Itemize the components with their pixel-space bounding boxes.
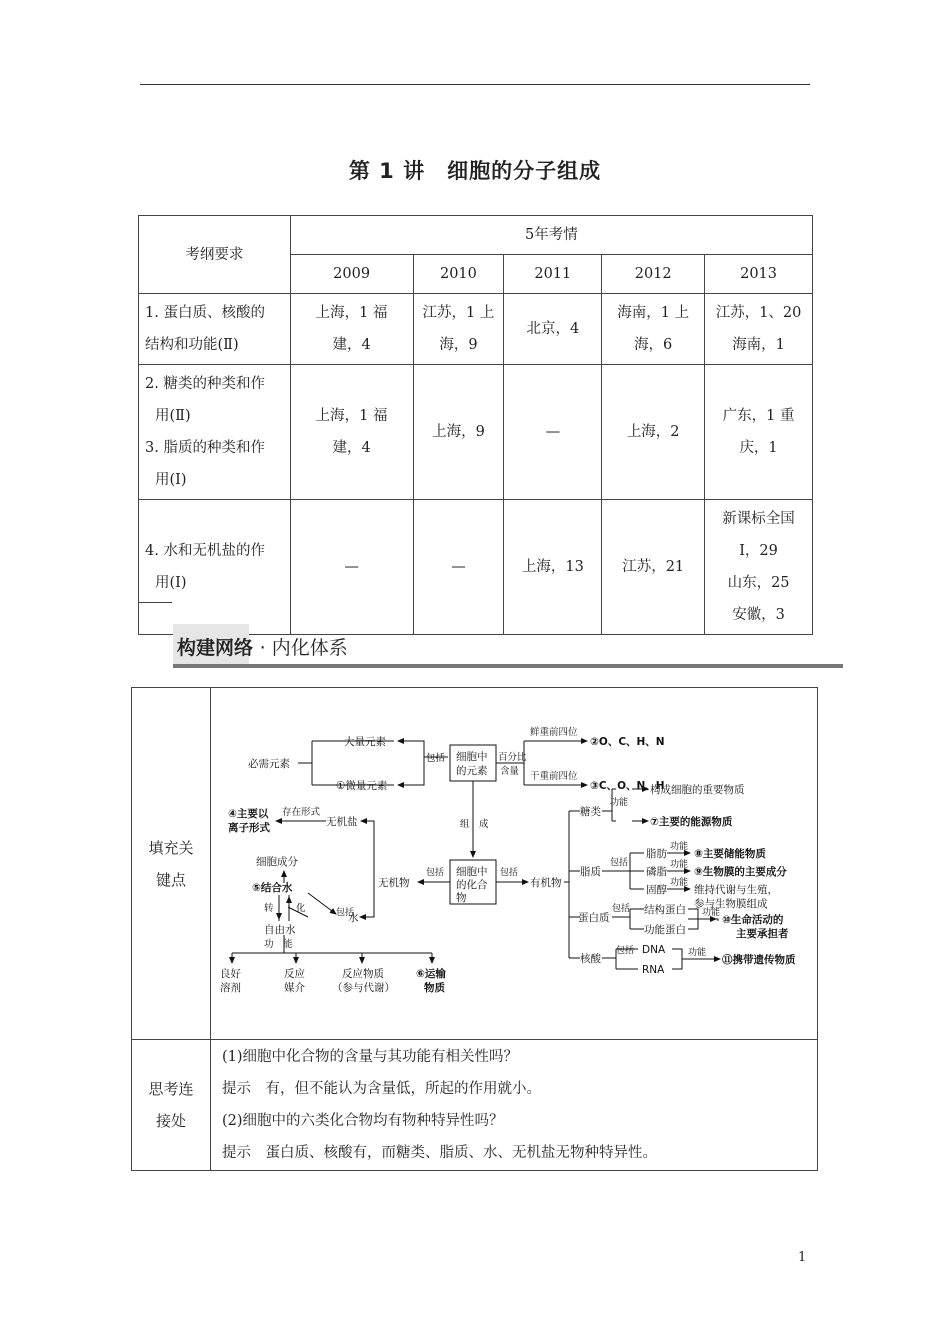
requirement-cell: 1. 蛋白质、核酸的 结构和功能(Ⅱ) bbox=[139, 294, 291, 365]
rna-label: RNA bbox=[642, 964, 665, 976]
exam-cell: — bbox=[290, 500, 413, 635]
svg-text:（参与代谢）: （参与代谢） bbox=[332, 982, 395, 994]
function-label: 功 能 bbox=[264, 939, 293, 950]
table-row bbox=[139, 294, 813, 365]
sugar-function-1: 构成细胞的重要物质 bbox=[650, 784, 745, 796]
exam-cell: 北京，4 bbox=[504, 294, 602, 365]
header-rule bbox=[140, 84, 810, 85]
macro-elements: 大量元素 bbox=[344, 736, 386, 748]
micro-elements: ①微量元素 bbox=[336, 780, 388, 792]
svg-text:功能: 功能 bbox=[670, 842, 689, 852]
exam-cell: 上海，1 福 建，4 bbox=[290, 294, 413, 365]
water-function-solvent: 良好 bbox=[220, 968, 241, 980]
essential-elements: 必需元素 bbox=[248, 758, 290, 770]
svg-text:的元素: 的元素 bbox=[456, 765, 488, 777]
inorganic-label: 无机物 bbox=[378, 877, 410, 889]
exam-cell: 江苏，21 bbox=[602, 500, 705, 635]
year-cell: 2009 bbox=[290, 255, 413, 294]
fresh-answer: ②O、C、H、N bbox=[590, 736, 665, 748]
section-header bbox=[173, 624, 843, 668]
table-header-row bbox=[139, 216, 813, 255]
svg-text:离子形式: 离子形式 bbox=[228, 822, 270, 834]
svg-text:包括: 包括 bbox=[336, 908, 355, 918]
nucleic-function: ⑪携带遗传物质 bbox=[722, 954, 796, 966]
table-foot-rule bbox=[138, 602, 172, 603]
compose-label: 组 成 bbox=[460, 819, 489, 830]
svg-text:主要承担者: 主要承担者 bbox=[736, 928, 789, 940]
sugar-label: 糖类 bbox=[580, 806, 601, 818]
think-label: 思考连 接处 bbox=[132, 1040, 211, 1171]
table-row bbox=[139, 365, 813, 500]
fat-function: ⑧主要储能物质 bbox=[694, 848, 766, 860]
svg-text:包括: 包括 bbox=[616, 946, 635, 956]
percent-label: 百分比 bbox=[498, 752, 527, 763]
table-row bbox=[139, 500, 813, 635]
include-label: 包括 bbox=[426, 753, 446, 764]
exam-cell: 广东，1 重 庆，1 bbox=[705, 365, 813, 500]
cell-compounds-box: 细胞中 bbox=[456, 866, 488, 878]
question-2: (2)细胞中的六类化合物均有物种特异性吗？ bbox=[222, 1113, 504, 1129]
answer-2: 提示 蛋白质、核酸有，而糖类、脂质、水、无机盐无物种特异性。 bbox=[222, 1145, 657, 1161]
year-cell: 2012 bbox=[602, 255, 705, 294]
functional-protein: 功能蛋白 bbox=[644, 924, 686, 936]
svg-text:含量: 含量 bbox=[500, 766, 520, 777]
svg-text:包括: 包括 bbox=[610, 858, 629, 868]
requirement-cell: 2. 糖类的种类和作 用(Ⅱ) 3. 脂质的种类和作 用(Ⅰ) bbox=[139, 365, 291, 500]
exam-requirements-table bbox=[138, 215, 813, 635]
svg-text:物质: 物质 bbox=[424, 982, 445, 994]
free-water-label: 自由水 bbox=[264, 924, 296, 936]
header-requirements: 考纲要求 bbox=[139, 216, 291, 294]
sterol-function: 维持代谢与生殖， bbox=[694, 884, 778, 896]
section-title: 构建网络 · 内化体系 bbox=[177, 637, 348, 659]
svg-text:参与生物膜组成: 参与生物膜组成 bbox=[694, 898, 768, 910]
year-cell: 2010 bbox=[413, 255, 504, 294]
phospholipid-function: ⑨生物膜的主要成分 bbox=[694, 866, 787, 878]
sugar-function-2: ⑦主要的能源物质 bbox=[650, 816, 733, 828]
protein-label: 蛋白质 bbox=[578, 912, 610, 924]
phospholipid-label: 磷脂 bbox=[646, 866, 667, 878]
section-bar bbox=[173, 664, 843, 668]
exam-cell: 新课标全国 Ⅰ，29 山东，25 安徽，3 bbox=[705, 500, 813, 635]
svg-text:功能: 功能 bbox=[688, 948, 707, 958]
year-cell: 2011 bbox=[504, 255, 602, 294]
knowledge-network-table bbox=[131, 687, 818, 1171]
protein-function: ⑩生命活动的 bbox=[722, 914, 784, 926]
fill-label: 填充关 键点 bbox=[132, 688, 211, 1040]
question-1: (1)细胞中化合物的含量与其功能有相关性吗？ bbox=[222, 1049, 519, 1065]
exam-cell: 海南，1 上 海，6 bbox=[602, 294, 705, 365]
nucleic-label: 核酸 bbox=[580, 953, 601, 965]
dna-label: DNA bbox=[642, 944, 666, 956]
svg-text:功能: 功能 bbox=[670, 860, 689, 870]
structural-protein: 结构蛋白 bbox=[644, 904, 686, 916]
lipid-label: 脂质 bbox=[580, 866, 601, 878]
exam-cell: 江苏，1 上 海，9 bbox=[413, 294, 504, 365]
svg-text:化: 化 bbox=[296, 903, 306, 914]
water-function-reactant: 反应物质 bbox=[342, 968, 384, 980]
bound-water-answer: ⑤结合水 bbox=[252, 882, 293, 894]
cell-component-label: 细胞成分 bbox=[256, 856, 298, 868]
exam-cell: 上海，13 bbox=[504, 500, 602, 635]
sterol-label: 固醇 bbox=[646, 884, 667, 896]
year-cell: 2013 bbox=[705, 255, 813, 294]
exam-cell: 上海，9 bbox=[413, 365, 504, 500]
salt-form-answer: ④主要以 bbox=[228, 808, 269, 820]
dry-answer: ③C、O、N、H bbox=[590, 780, 665, 792]
dry-weight-label: 干重前四位 bbox=[530, 771, 578, 782]
salt-form-label: 存在形式 bbox=[282, 807, 321, 818]
salt-label: 无机盐 bbox=[326, 816, 358, 828]
svg-text:包括: 包括 bbox=[426, 868, 445, 878]
svg-text:包括: 包括 bbox=[500, 868, 519, 878]
exam-cell: — bbox=[504, 365, 602, 500]
header-five-years: 5年考情 bbox=[290, 216, 812, 255]
svg-text:媒介: 媒介 bbox=[284, 982, 305, 994]
svg-text:的化合: 的化合 bbox=[456, 879, 488, 891]
svg-text:功能: 功能 bbox=[670, 878, 689, 888]
cell-elements-box: 细胞中 bbox=[456, 751, 488, 763]
svg-text:功能: 功能 bbox=[702, 908, 721, 918]
organic-label: 有机物 bbox=[530, 877, 562, 889]
concept-map bbox=[212, 689, 816, 1034]
think-cell bbox=[211, 1040, 818, 1171]
page-title: 第 1 讲 细胞的分子组成 bbox=[348, 159, 602, 183]
water-label: 水 bbox=[348, 912, 359, 924]
svg-text:功能: 功能 bbox=[610, 798, 629, 808]
exam-cell: — bbox=[413, 500, 504, 635]
requirement-cell: 4. 水和无机盐的作 用(Ⅰ) bbox=[139, 500, 291, 635]
exam-cell: 江苏，1、20 海南，1 bbox=[705, 294, 813, 365]
fresh-weight-label: 鲜重前四位 bbox=[530, 727, 578, 738]
exam-cell: 上海，1 福 建，4 bbox=[290, 365, 413, 500]
svg-text:物: 物 bbox=[456, 892, 467, 904]
water-function-medium: 反应 bbox=[284, 968, 305, 980]
exam-cell: 上海，2 bbox=[602, 365, 705, 500]
water-function-transport: ⑥运输 bbox=[416, 968, 446, 980]
transform-label: 转 bbox=[264, 903, 274, 914]
fat-label: 脂肪 bbox=[646, 848, 667, 860]
answer-1: 提示 有，但不能认为含量低，所起的作用就小。 bbox=[222, 1081, 541, 1097]
page-number: 1 bbox=[798, 1250, 807, 1265]
diagram-cell bbox=[211, 688, 818, 1040]
svg-text:包括: 包括 bbox=[612, 904, 631, 914]
svg-text:溶剂: 溶剂 bbox=[220, 982, 241, 994]
